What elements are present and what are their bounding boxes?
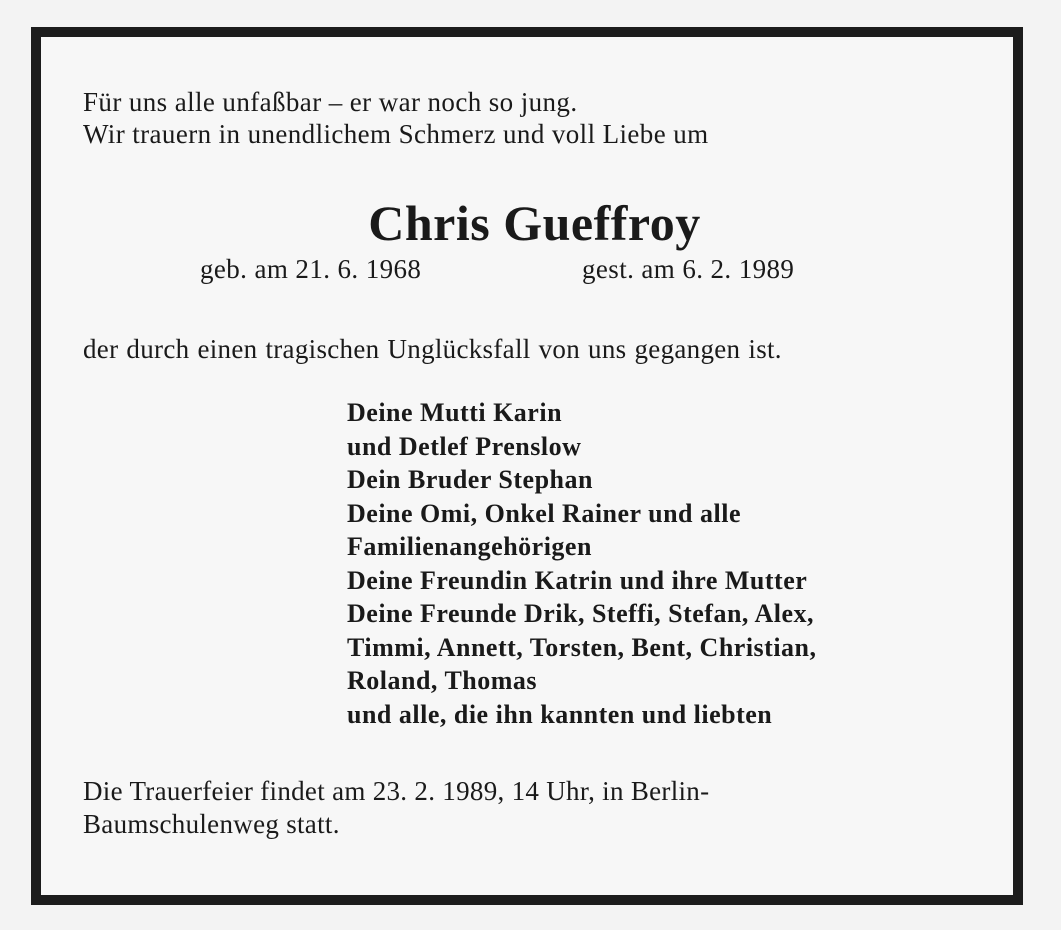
mourner-line: Deine Mutti Karin	[347, 398, 563, 427]
mourner-line: Deine Freundin Katrin und ihre Mutter	[347, 565, 808, 595]
mourner-line: und alle, die ihn kannten und liebten	[347, 699, 773, 729]
intro-text	[83, 86, 709, 150]
deceased-name: Chris Gueffroy	[368, 195, 701, 251]
mourner-line: Roland, Thomas	[347, 666, 538, 695]
mourner-line: Deine Freunde Drik, Steffi, Stefan, Alex,	[347, 599, 815, 628]
mourner-line: Dein Bruder Stephan	[347, 465, 593, 494]
intro-line: Für uns alle unfaßbar – er war noch so jung.	[83, 87, 578, 117]
passing-text: der durch einen tragischen Unglücksfall von uns gegangen ist.	[83, 334, 782, 364]
funeral-line: Baumschulenweg statt.	[83, 809, 340, 839]
death-date: gest. am 6. 2. 1989	[582, 254, 795, 284]
mourners-list	[347, 396, 817, 731]
mourner-line: Familienangehörigen	[347, 532, 592, 561]
mourner-line: und Detlef Prenslow	[347, 431, 582, 461]
funeral-line: Die Trauerfeier findet am 23. 2. 1989, 14 Uhr, in Berlin-	[83, 776, 710, 806]
mourner-line: Deine Omi, Onkel Rainer und alle	[347, 498, 741, 528]
mourner-line: Timmi, Annett, Torsten, Bent, Christian,	[347, 632, 817, 662]
birth-date: geb. am 21. 6. 1968	[200, 254, 422, 284]
intro-line: Wir trauern in unendlichem Schmerz und voll Liebe um	[83, 119, 709, 149]
funeral-info	[83, 775, 998, 841]
